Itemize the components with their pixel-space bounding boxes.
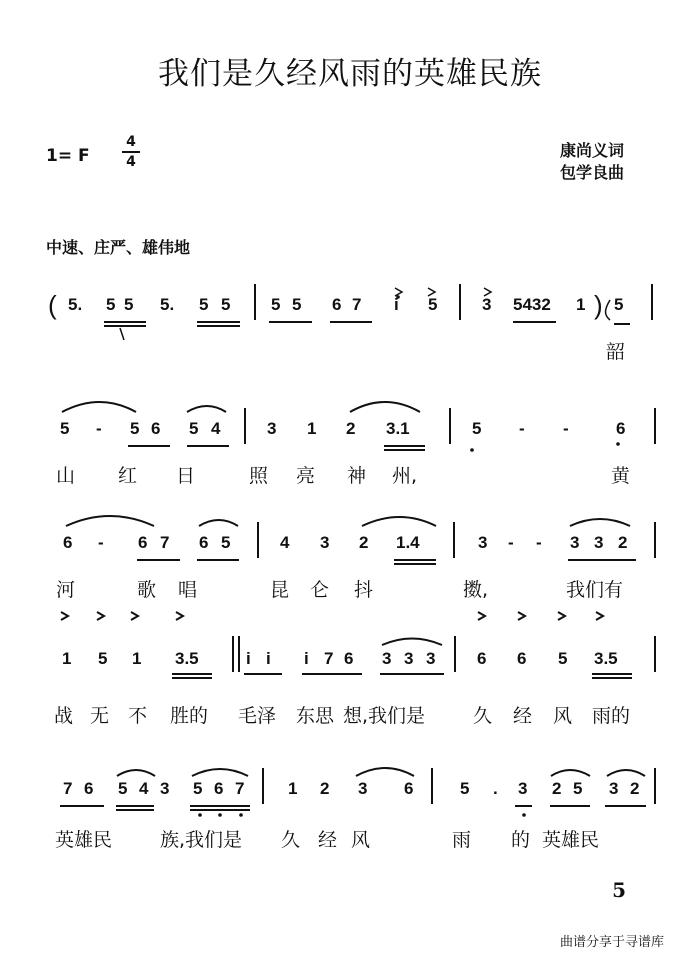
lyric-r4-2: 无	[90, 705, 110, 727]
note-r5-9: 1	[288, 779, 298, 798]
note-r2-7: 3	[267, 419, 277, 438]
note-r4-9: 6	[344, 649, 354, 668]
lyric-r4-11: 雨的	[592, 705, 631, 727]
note-r3-15: 3	[594, 533, 604, 552]
page-number: 5	[612, 878, 626, 902]
note-r3-12: -	[508, 533, 514, 552]
note-r4-6: i	[266, 649, 271, 668]
note-r2-3: 5	[130, 419, 140, 438]
note-r4-7: i	[304, 649, 309, 668]
lyric-r2-3: 日	[176, 465, 196, 487]
note-r3-14: 3	[570, 533, 580, 552]
note-r4-16: 3.5	[594, 649, 618, 668]
lyric-r2-4: 照	[249, 465, 269, 487]
note-r2-11: 5	[472, 419, 482, 438]
note-r5-11: 3	[358, 779, 368, 798]
note-r5-13: 5	[460, 779, 470, 798]
note-r5-1: 7	[63, 779, 73, 798]
note-r2-10: 3.1	[386, 419, 410, 438]
tempo-marking: 中速、庄严、雄伟地	[46, 238, 191, 257]
note-r3-7: 4	[280, 533, 290, 552]
note-r1-12: i	[394, 295, 399, 314]
note-r4-4: 3.5	[175, 649, 199, 668]
lyric-r1-1: 韶	[606, 341, 626, 363]
note-r1-16: 1	[576, 295, 586, 314]
note-r2-2: -	[96, 419, 102, 438]
note-r3-3: 6	[138, 533, 148, 552]
lyric-r2-6: 神	[347, 465, 367, 487]
composer-credit: 包学良曲	[560, 163, 625, 182]
note-r5-7: 6	[214, 779, 224, 798]
note-r2-14: 6	[616, 419, 626, 438]
note-r4-8: 7	[324, 649, 334, 668]
lyric-r3-5: 仑	[310, 579, 330, 601]
note-r1-1: (	[48, 290, 57, 320]
note-r3-6: 5	[221, 533, 231, 552]
lyric-r5-7: 的	[511, 829, 531, 851]
note-r2-12: -	[519, 419, 525, 438]
lyric-r2-1: 山	[56, 465, 76, 487]
note-r1-2: 5.	[68, 295, 83, 314]
note-r1-10: 6	[332, 295, 342, 314]
note-r5-19: 2	[630, 779, 640, 798]
lyric-r4-10: 风	[553, 705, 573, 727]
note-r1-15: 5432	[513, 295, 551, 314]
lyric-r4-9: 经	[513, 705, 533, 727]
key-signature: 1= F	[46, 146, 90, 166]
note-r4-3: 1	[132, 649, 142, 668]
lyric-r5-6: 雨	[452, 829, 472, 851]
note-r2-1: 5	[60, 419, 70, 438]
note-r5-16: 2	[552, 779, 562, 798]
note-r5-3: 5	[118, 779, 128, 798]
note-r1-6: 5	[199, 295, 209, 314]
note-r3-11: 3	[478, 533, 488, 552]
note-r3-2: -	[98, 533, 104, 552]
note-r5-10: 2	[320, 779, 330, 798]
lyric-r5-5: 风	[351, 829, 371, 851]
note-r4-11: 3	[404, 649, 414, 668]
note-r5-17: 5	[573, 779, 583, 798]
lyric-r5-4: 经	[318, 829, 338, 851]
lyric-r3-7: 擞,	[463, 579, 489, 601]
lyric-r5-3: 久	[281, 829, 301, 851]
note-r1-5: 5.	[160, 295, 175, 314]
note-r4-5: i	[246, 649, 251, 668]
lyric-r3-1: 河	[56, 579, 76, 601]
note-r4-2: 5	[98, 649, 108, 668]
lyric-r2-7: 州,	[392, 465, 418, 487]
lyric-r5-8: 英雄民	[542, 829, 600, 851]
note-r5-8: 7	[235, 779, 245, 798]
note-r5-12: 6	[404, 779, 414, 798]
note-r1-3: 5	[106, 295, 116, 314]
note-r2-8: 1	[307, 419, 317, 438]
lyric-r3-2: 歌	[137, 579, 157, 601]
note-r2-4: 6	[151, 419, 161, 438]
note-r5-14: .	[493, 779, 498, 798]
note-r2-9: 2	[346, 419, 356, 438]
note-r2-5: 5	[189, 419, 199, 438]
note-r3-1: 6	[63, 533, 73, 552]
note-r1-7: 5	[221, 295, 231, 314]
note-r1-18: 5	[614, 295, 624, 314]
note-r3-5: 6	[199, 533, 209, 552]
note-r4-10: 3	[382, 649, 392, 668]
note-r3-16: 2	[618, 533, 628, 552]
note-r1-11: 7	[352, 295, 362, 314]
note-r5-4: 4	[139, 779, 149, 798]
note-r3-8: 3	[320, 533, 330, 552]
time-signature-bottom: 4	[126, 154, 136, 170]
lyric-r5-2: 族,我们是	[160, 829, 243, 851]
watermark-text: 曲谱分享于寻谱库	[559, 935, 664, 950]
lyric-r3-3: 唱	[178, 579, 198, 601]
note-r5-6: 5	[193, 779, 203, 798]
note-r5-5: 3	[160, 779, 170, 798]
lyric-r4-1: 战	[54, 705, 74, 727]
note-r5-18: 3	[609, 779, 619, 798]
song-title: 我们是久经风雨的英雄民族	[158, 56, 542, 92]
lyric-r4-3: 不	[128, 705, 148, 727]
lyric-r4-8: 久	[473, 705, 493, 727]
note-r3-9: 2	[359, 533, 369, 552]
lyric-r2-2: 红	[118, 465, 138, 487]
note-r3-4: 7	[160, 533, 170, 552]
lyric-r3-6: 抖	[354, 579, 374, 601]
lyric-r2-8: 黄	[611, 465, 631, 487]
note-r5-15: 3	[518, 779, 528, 798]
lyricist-credit: 康尚义词	[560, 141, 625, 160]
note-r4-15: 5	[558, 649, 568, 668]
note-r4-1: 1	[62, 649, 72, 668]
note-r1-17: )	[594, 290, 603, 320]
note-r2-6: 4	[211, 419, 221, 438]
lyric-r5-1: 英雄民	[55, 829, 113, 851]
note-r2-13: -	[563, 419, 569, 438]
note-r3-10: 1.4	[396, 533, 420, 552]
lyric-r3-8: 我们有	[566, 579, 624, 601]
lyric-r4-7: 想,我们是	[343, 705, 426, 727]
note-r1-4: 5	[124, 295, 134, 314]
note-r1-14: 3	[482, 295, 492, 314]
lyric-r2-5: 亮	[296, 465, 316, 487]
note-r4-14: 6	[517, 649, 527, 668]
lyric-r4-4: 胜的	[170, 705, 209, 727]
note-r4-13: 6	[477, 649, 487, 668]
note-r1-9: 5	[292, 295, 302, 314]
note-r4-12: 3	[426, 649, 436, 668]
note-r1-13: 5	[428, 295, 438, 314]
lyric-r3-4: 昆	[270, 579, 290, 601]
time-signature-top: 4	[126, 134, 136, 150]
lyric-r4-6: 东思	[296, 705, 335, 727]
note-r5-2: 6	[84, 779, 94, 798]
note-r1-8: 5	[271, 295, 281, 314]
note-r3-13: -	[536, 533, 542, 552]
lyric-r4-5: 毛泽	[238, 705, 277, 727]
